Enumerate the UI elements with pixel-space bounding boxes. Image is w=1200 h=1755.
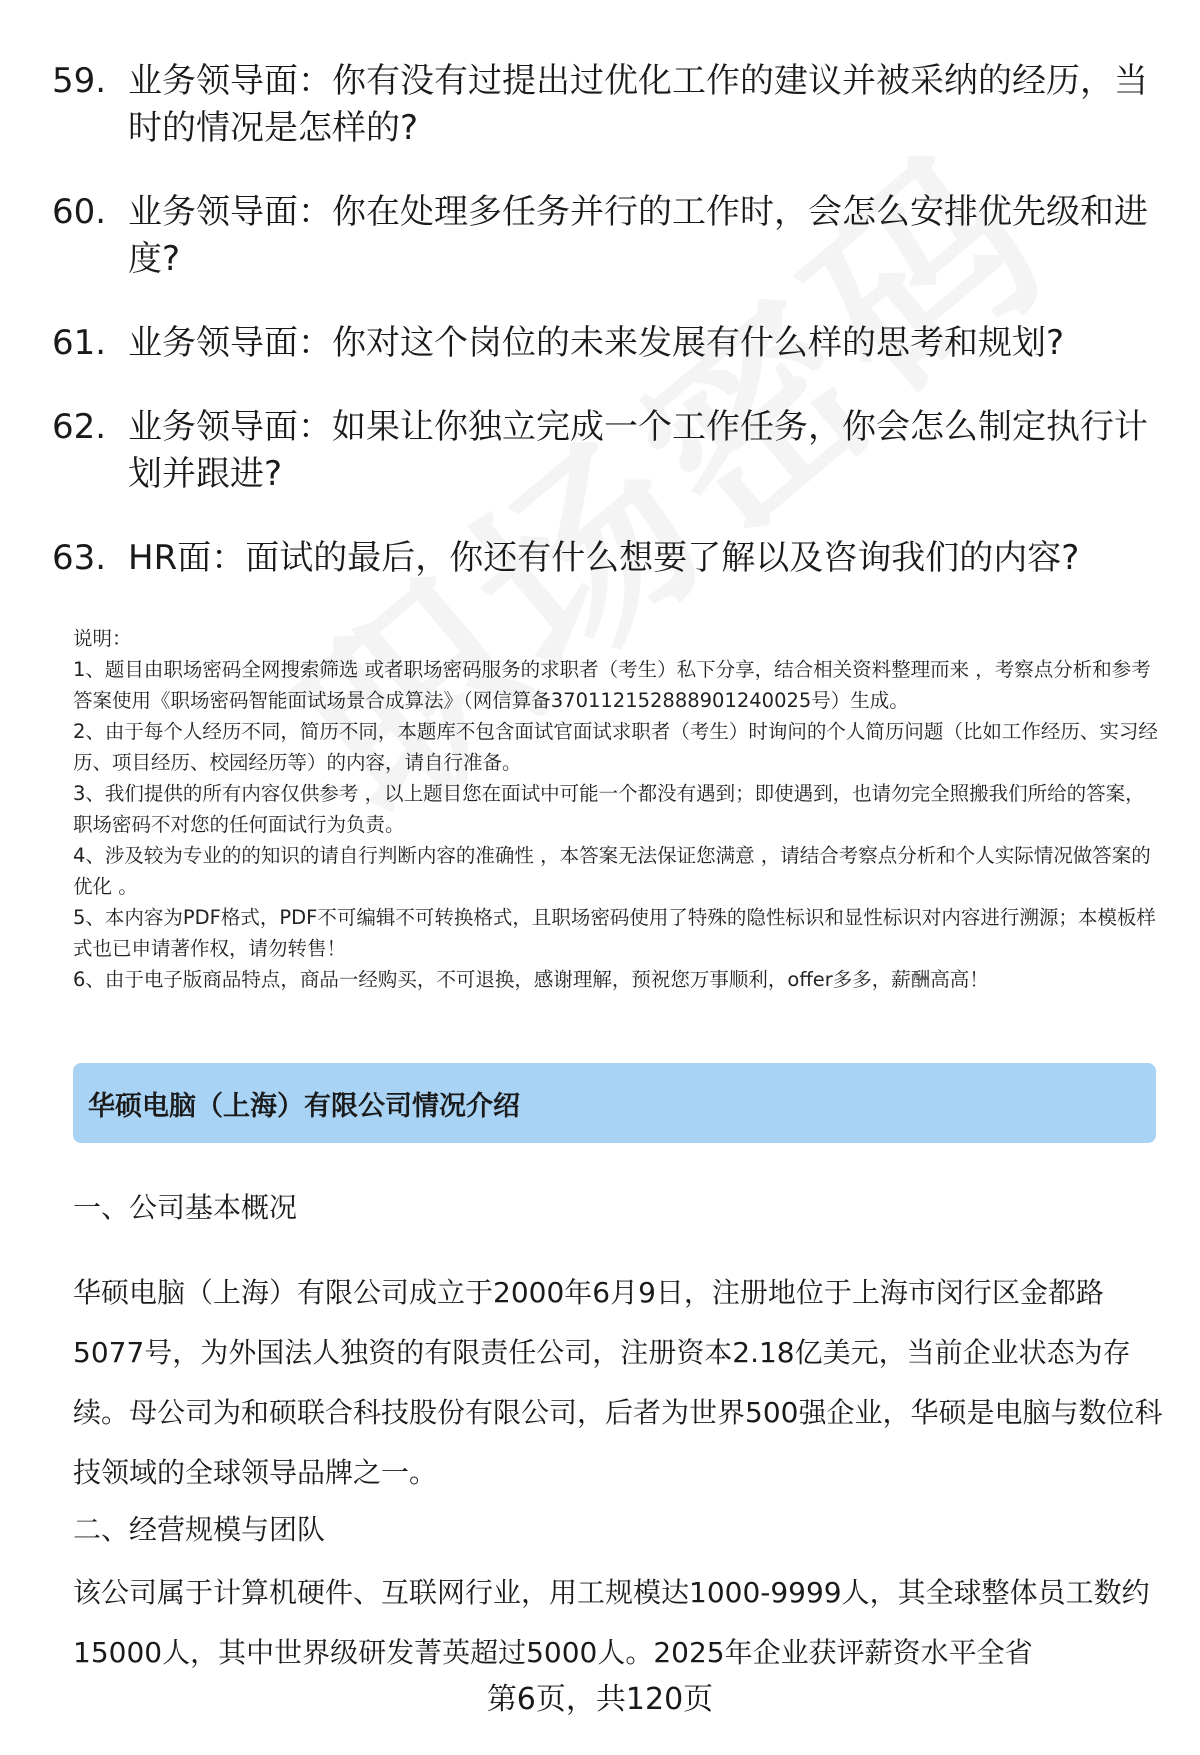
note-item: 1、题目由职场密码全网搜索筛选 或者职场密码服务的求职者（考生）私下分享，结合相关资料整理而来 ，考察点分析和参考答案使用《职场密码智能面试场景合成算法》（网信算备370112152888901240025号）生成。: [73, 658, 1151, 712]
section-text-scale-container: [73, 1563, 1163, 1679]
question-number: 59.: [52, 61, 107, 101]
question-item: [52, 404, 1152, 498]
question-number: 63.: [52, 538, 107, 578]
question-number: 61.: [52, 323, 107, 363]
question-text: 业务领导面：如果让你独立完成一个工作任务，你会怎么制定执行计划并跟进?: [128, 407, 1148, 494]
question-list: [52, 58, 1152, 619]
question-text: 业务领导面：你有没有过提出过优化工作的建议并被采纳的经历，当时的情况是怎样的?: [128, 61, 1148, 148]
question-item: [52, 189, 1152, 283]
question-text: HR面：面试的最后，你还有什么想要了解以及咨询我们的内容?: [128, 538, 1080, 578]
question-item: [52, 320, 1152, 367]
section-text-scale: 该公司属于计算机硬件、互联网行业，用工规模达1000-9999人，其全球整体员工数约15000人，其中世界级研发菁英超过5000人。2025年企业获评薪资水平全省: [73, 1576, 1150, 1669]
question-item: [52, 58, 1152, 152]
section-heading-overview: 一、公司基本概况: [73, 1191, 298, 1224]
company-banner: [73, 1063, 1156, 1143]
page-footer: [0, 1676, 1200, 1722]
section-text-overview: 华硕电脑（上海）有限公司成立于2000年6月9日，注册地位于上海市闵行区金都路5077号，为外国法人独资的有限责任公司，注册资本2.18亿美元，当前企业状态为存续。母公司为和硕联合科技股份有限公司，后者为世界500强企业，华硕是电脑与数位科技领域的全球领导品牌之一。: [73, 1276, 1163, 1489]
question-number: 60.: [52, 192, 107, 232]
question-text: 业务领导面：你对这个岗位的未来发展有什么样的思考和规划?: [128, 323, 1065, 363]
section-heading-scale: 二、经营规模与团队: [73, 1513, 326, 1546]
note-item: 4、涉及较为专业的的知识的请自行判断内容的准确性 ，本答案无法保证您满意 ，请结合考察点分析和个人实际情况做答案的优化 。: [73, 844, 1151, 898]
notes-block: [73, 623, 1158, 995]
note-item: 6、由于电子版商品特点，商品一经购买，不可退换，感谢理解，预祝您万事顺利，offer多多，薪酬高高！: [73, 968, 989, 991]
question-number: 62.: [52, 407, 107, 447]
company-banner-title: 华硕电脑（上海）有限公司情况介绍: [88, 1090, 520, 1122]
note-item: 5、本内容为PDF格式，PDF不可编辑不可转换格式，且职场密码使用了特殊的隐性标识和显性标识对内容进行溯源；本模板样式也已申请著作权，请勿转售！: [73, 906, 1156, 960]
page-number-label: 第6页，共120页: [486, 1682, 714, 1717]
note-item: 2、由于每个人经历不同，简历不同，本题库不包含面试官面试求职者（考生）时询问的个人简历问题（比如工作经历、实习经历、项目经历、校园经历等）的内容，请自行准备。: [73, 720, 1158, 774]
notes-title: 说明：: [73, 627, 132, 650]
note-item: 3、我们提供的所有内容仅供参考 ，以上题目您在面试中可能一个都没有遇到；即使遇到，也请勿完全照搬我们所给的答案，职场密码不对您的任何面试行为负责。: [73, 782, 1145, 836]
question-text: 业务领导面：你在处理多任务并行的工作时，会怎么安排优先级和进度?: [128, 192, 1148, 279]
question-item: [52, 535, 1152, 582]
